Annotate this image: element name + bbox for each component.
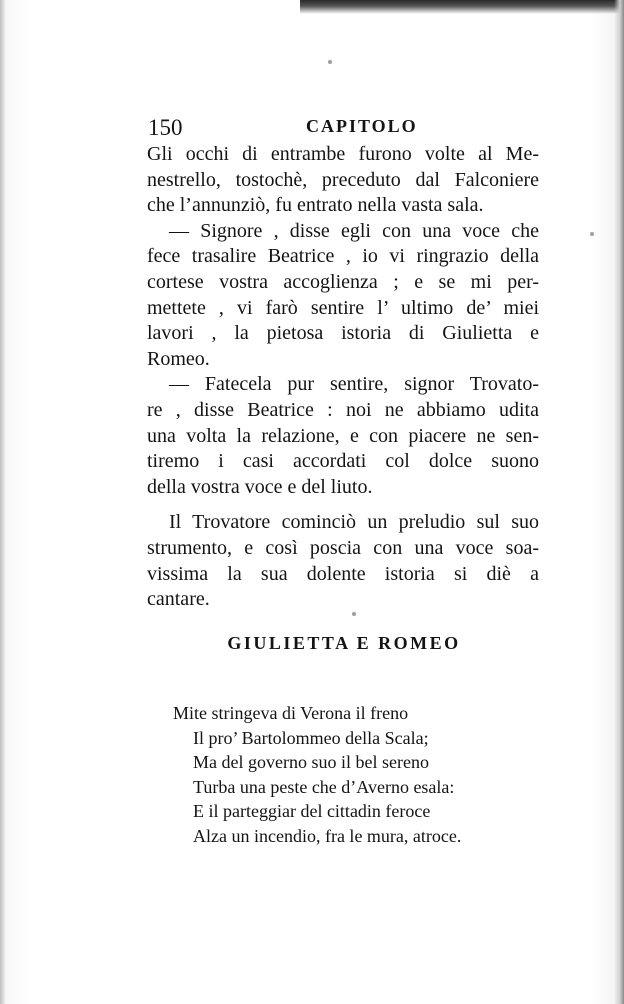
- verse-line: Alza un incendio, fra le mura, atroce.: [193, 825, 462, 846]
- running-head: [148, 115, 540, 141]
- chapter-label: CAPITOLO: [306, 116, 418, 136]
- text-line: una volta la relazione, e con piacere ne sen-: [147, 424, 539, 447]
- text-line: Gli occhi di entrambe furono volte al Me-: [147, 143, 539, 165]
- text-line: cantare.: [147, 588, 210, 611]
- text-line: cortese vostra accoglienza ; e se mi per-: [147, 270, 539, 293]
- paragraph: [147, 372, 539, 500]
- paragraph: [147, 219, 539, 373]
- paragraph-gap: [147, 500, 539, 510]
- text-line: tiremo i casi accordati col dolce suono: [147, 450, 539, 473]
- text-line: strumento, e così poscia con una voce soa-: [147, 536, 539, 559]
- page-right-shadow: [614, 0, 624, 1004]
- verse-line: Turba una peste che d’Averno esala:: [193, 776, 455, 797]
- poem-title: GIULIETTA E ROMEO: [227, 633, 461, 653]
- text-line: che l’annunziò, fu entrato nella vasta sala.: [147, 194, 484, 217]
- text-line: nestrello, tostochè, preceduto dal Falconiere: [147, 168, 539, 191]
- text-line: Il Trovatore cominciò un preludio sul suo: [169, 511, 539, 534]
- ink-speck: [352, 612, 356, 616]
- text-line: re , disse Beatrice : noi ne abbiamo udita: [147, 398, 539, 421]
- prose-body: [147, 142, 539, 613]
- verse-line: Mite stringeva di Verona il freno: [173, 703, 409, 723]
- ink-speck: [590, 232, 594, 236]
- ink-speck: [328, 60, 332, 64]
- text-line: — Fatecela pur sentire, signor Trovato-: [169, 373, 539, 396]
- paragraph: [147, 510, 539, 612]
- text-line: della vostra voce e del liuto.: [147, 475, 373, 498]
- text-line: fece trasalire Beatrice , io vi ringrazio della: [147, 245, 539, 268]
- text-line: mettete , vi farò sentire l’ ultimo de’ miei: [147, 296, 539, 319]
- text-line: lavori , la pietosa istoria di Giulietta e: [147, 322, 539, 345]
- text-line: vissima la sua dolente istoria si diè a: [147, 562, 539, 585]
- page-left-shadow: [0, 0, 6, 1004]
- text-line: — Signore , disse egli con una voce che: [169, 219, 539, 242]
- paragraph: [147, 142, 539, 219]
- page-number: 150: [148, 115, 183, 140]
- page-top-shadow: [300, 0, 624, 14]
- verse-line: Il pro’ Bartolommeo della Scala;: [193, 727, 429, 748]
- verse-line: E il parteggiar del cittadin feroce: [193, 801, 431, 821]
- poem-stanza: [173, 701, 473, 848]
- text-line: Romeo.: [147, 347, 210, 370]
- verse-line: Ma del governo suo il bel sereno: [193, 752, 429, 772]
